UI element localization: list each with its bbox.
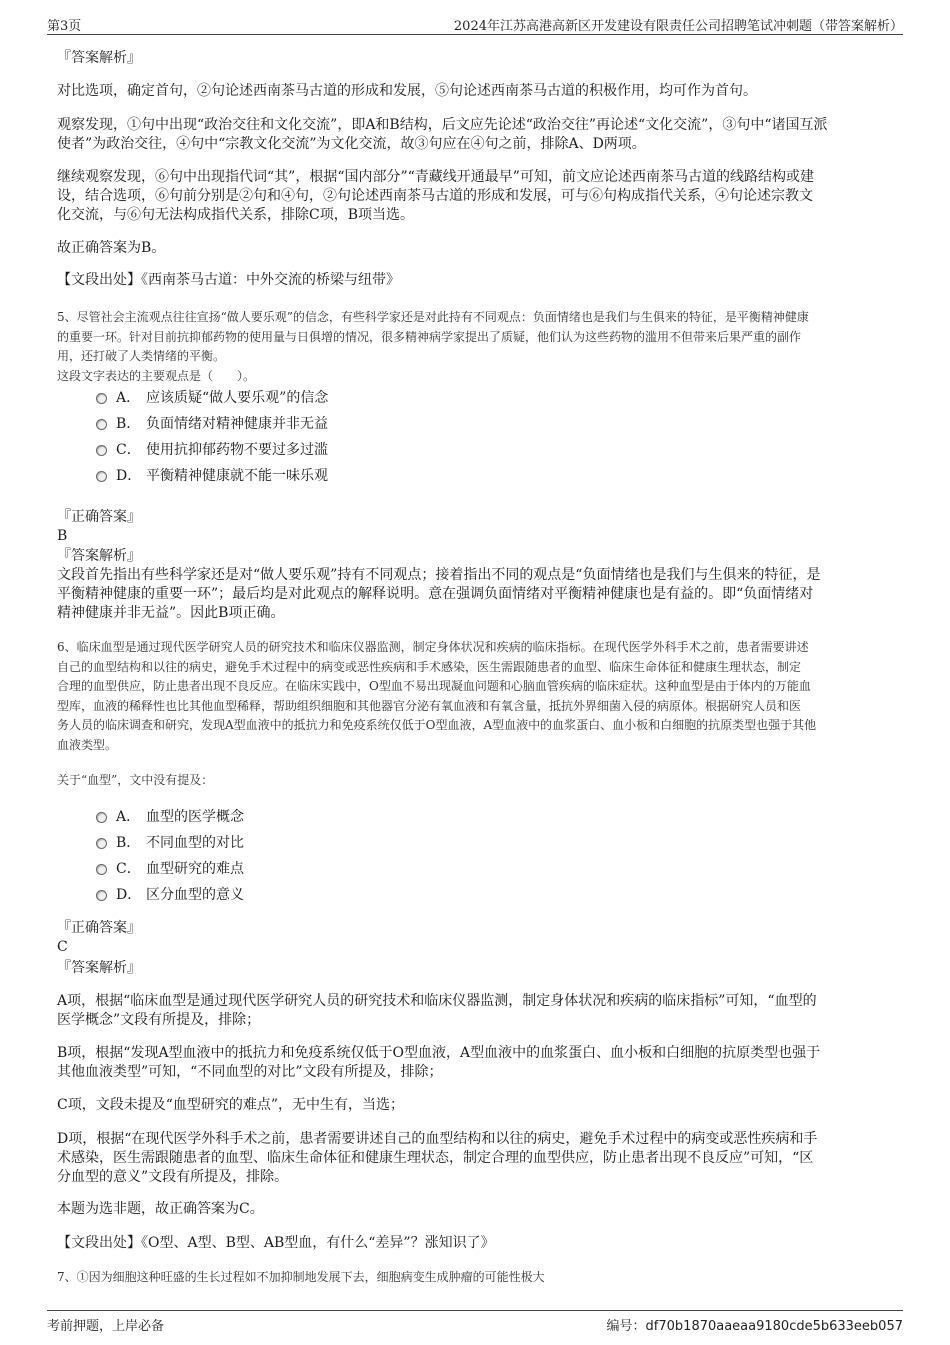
radio-button[interactable] xyxy=(96,445,107,456)
q4-analysis-para3-line3: 化交流，与⑥句无法构成指代关系，排除C项，B项当选。 xyxy=(57,207,414,223)
q5-stem-line3: 用，还打破了人类情绪的平衡。 xyxy=(57,349,226,363)
q5-option-d[interactable] xyxy=(96,463,328,487)
q6-analysis-label: 『答案解析』 xyxy=(57,960,141,976)
q6-source: 【文段出处】《O型、A型、B型、AB型血，有什么“差异”？涨知识了》 xyxy=(57,1235,495,1251)
q5-analysis-label: 『答案解析』 xyxy=(57,548,141,564)
q4-analysis-para2-line2: 使者”为政治交往，④句中“宗教文化交流”为文化交流，故③句应在④句之前，排除A、D两项。 xyxy=(57,136,646,152)
q6-stem-line2: 自己的血型结构和以往的病史，避免手术过程中的病变或恶性疾病和手术感染，医生需跟随患者的血型、临床生命体征和健康生理状态，制定 xyxy=(57,660,802,674)
option-letter: B． xyxy=(116,416,141,432)
q6-analysis-b-line2: 其他血液类型”可知，“不同血型的对比”文段有所提及，排除； xyxy=(57,1064,443,1080)
option-text: 区分血型的意义 xyxy=(146,887,244,903)
q5-question: 这段文字表达的主要观点是（ ）。 xyxy=(57,369,256,383)
q6-analysis-a-line2: 医学概念”文段有所提及，排除； xyxy=(57,1012,261,1028)
q6-answer-label: 『正确答案』 xyxy=(57,920,141,936)
q4-analysis-para1: 对比选项，确定首句，②句论述西南茶马古道的形成和发展，⑤句论述西南茶马古道的积极作用，均可作为首句。 xyxy=(57,83,757,99)
option-letter: D． xyxy=(116,887,142,903)
q6-option-a[interactable] xyxy=(96,804,244,828)
q5-analysis-line3: 精神健康并非无益”。因此B项正确。 xyxy=(57,605,285,621)
q5-option-b[interactable] xyxy=(96,411,328,435)
option-letter: A． xyxy=(116,809,141,825)
radio-button[interactable] xyxy=(96,838,107,849)
serial-label: 编号： xyxy=(606,1319,646,1334)
q5-analysis-line1: 文段首先指出有些科学家还是对“做人要乐观”持有不同观点；接着指出不同的观点是“负面情绪也是我们与生俱来的特征，是 xyxy=(57,567,821,583)
page-footer xyxy=(47,1310,903,1333)
option-text: 平衡精神健康就不能一味乐观 xyxy=(146,468,328,484)
serial-code: df70b1870aaeaa9180cde5b633eeb057 xyxy=(645,1319,903,1334)
q6-stem-line4: 型库，血液的稀释性也比其他血型稀释，帮助组织细胞和其他器官分泌有氧血液和有氧含量，抵抗外界细菌入侵的病原体。根据研究人员和医 xyxy=(57,699,802,713)
radio-button[interactable] xyxy=(96,864,107,875)
option-text: 不同血型的对比 xyxy=(146,835,244,851)
q6-stem-line6: 血液类型。 xyxy=(57,738,118,752)
option-letter: A． xyxy=(116,390,141,406)
q6-analysis-d-line1: D项，根据“在现代医学外科手术之前，患者需要讲述自己的血型结构和以往的病史，避免手术过程中的病变或恶性疾病和手 xyxy=(57,1131,818,1147)
q5-answer-label: 『正确答案』 xyxy=(57,509,141,525)
q6-stem-line1: 6、临床血型是通过现代医学研究人员的研究技术和临床仪器监测，制定身体状况和疾病的临床指标。在现代医学外科手术之前，患者需要讲述 xyxy=(57,640,809,654)
q5-stem-line2: 的重要一环。针对目前抗抑郁药物的使用量与日俱增的情况，很多精神病学家提出了质疑，他们认为这些药物的滥用不但带来后果严重的副作 xyxy=(57,330,802,344)
option-letter: C． xyxy=(116,442,141,458)
q5-option-a[interactable] xyxy=(96,385,328,409)
q4-analysis-para3-line1: 继续观察发现，⑥句中出现指代词“其”，根据“国内部分”“青藏线开通最早”可知，前文应论述西南茶马古道的线路结构或建 xyxy=(57,169,814,185)
q5-stem-line1: 5、尽管社会主流观点往往宣扬“做人要乐观”的信念，有些科学家还是对此持有不同观点：负面情绪也是我们与生俱来的特征，是平衡精神健康 xyxy=(57,310,809,324)
q6-option-d[interactable] xyxy=(96,882,244,906)
q6-analysis-a-line1: A项，根据“临床血型是通过现代医学研究人员的研究技术和临床仪器监测，制定身体状况和疾病的临床指标”可知，“血型的 xyxy=(57,993,817,1009)
option-letter: D． xyxy=(116,468,142,484)
radio-button[interactable] xyxy=(96,419,107,430)
document-title: 2024年江苏高港高新区开发建设有限责任公司招聘笔试冲刺题（带答案解析） xyxy=(453,19,903,34)
option-text: 血型的医学概念 xyxy=(146,809,244,825)
q6-option-c[interactable] xyxy=(96,856,244,880)
q6-conclusion: 本题为选非题，故正确答案为C。 xyxy=(57,1201,264,1217)
q5-answer: B xyxy=(57,528,68,544)
option-text: 使用抗抑郁药物不要过多过滥 xyxy=(146,442,328,458)
q7-stem-line1: 7、①因为细胞这种旺盛的生长过程如不加抑制地发展下去，细胞病变生成肿瘤的可能性极大 xyxy=(57,1270,545,1284)
q4-analysis-label: 『答案解析』 xyxy=(57,50,141,66)
q6-option-b[interactable] xyxy=(96,830,244,854)
radio-button[interactable] xyxy=(96,812,107,823)
q6-analysis-d-line2: 术感染，医生需跟随患者的血型、临床生命体征和健康生理状态，制定合理的血型供应，防止患者出现不良反应”可知，“区 xyxy=(57,1150,814,1166)
radio-button[interactable] xyxy=(96,890,107,901)
q6-stem-line3: 合理的血型供应，防止患者出现不良反应。在临床实践中，O型血不易出现凝血问题和心脑血管疾病的临床症状。这种血型是由于体内的万能血 xyxy=(57,679,811,693)
q6-analysis-d-line3: 分血型的意义”文段有所提及，排除。 xyxy=(57,1169,289,1185)
option-letter: B． xyxy=(116,835,141,851)
q5-analysis-line2: 平衡精神健康的重要一环”；最后均是对此观点的解释说明。意在强调负面情绪对平衡精神健康也是有益的。即“负面情绪对 xyxy=(57,586,814,602)
q6-analysis-b-line1: B项，根据“发现A型血液中的抵抗力和免疫系统仅低于O型血液，A型血液中的血浆蛋白、血小板和白细胞的抗原类型也强于 xyxy=(57,1045,821,1061)
q6-analysis-c: C项，文段未提及“血型研究的难点”，无中生有，当选； xyxy=(57,1097,405,1113)
radio-button[interactable] xyxy=(96,471,107,482)
q4-analysis-para3-line2: 设，结合选项，⑥句前分别是②句和④句，②句论述西南茶马古道的形成和发展，可与⑥句构成指代关系，④句论述宗教文 xyxy=(57,188,813,204)
radio-button[interactable] xyxy=(96,393,107,404)
q4-analysis-para2-line1: 观察发现，①句中出现“政治交往和文化交流”，即A和B结构，后文应先论述“政治交往”再论述“文化交流”，③句中“诸国互派 xyxy=(57,117,828,133)
page-number: 第3页 xyxy=(47,19,82,34)
q4-source: 【文段出处】《西南茶马古道：中外交流的桥梁与纽带》 xyxy=(57,272,400,288)
page-header xyxy=(47,14,903,35)
footer-slogan: 考前押题，上岸必备 xyxy=(47,1319,165,1334)
q6-question: 关于“血型”，文中没有提及： xyxy=(57,773,214,787)
option-text: 应该质疑“做人要乐观”的信念 xyxy=(146,390,329,406)
q4-conclusion: 故正确答案为B。 xyxy=(57,240,166,256)
q6-stem-line5: 务人员的临床调查和研究，发现A型血液中的抵抗力和免疫系统仅低于O型血液，A型血液中的血浆蛋白、血小板和白细胞的抗原类型也强于其他 xyxy=(57,718,817,732)
option-text: 血型研究的难点 xyxy=(146,861,244,877)
option-text: 负面情绪对精神健康并非无益 xyxy=(146,416,328,432)
option-letter: C． xyxy=(116,861,141,877)
footer-serial xyxy=(607,1315,903,1334)
q6-answer: C xyxy=(57,939,68,955)
q5-option-c[interactable] xyxy=(96,437,328,461)
